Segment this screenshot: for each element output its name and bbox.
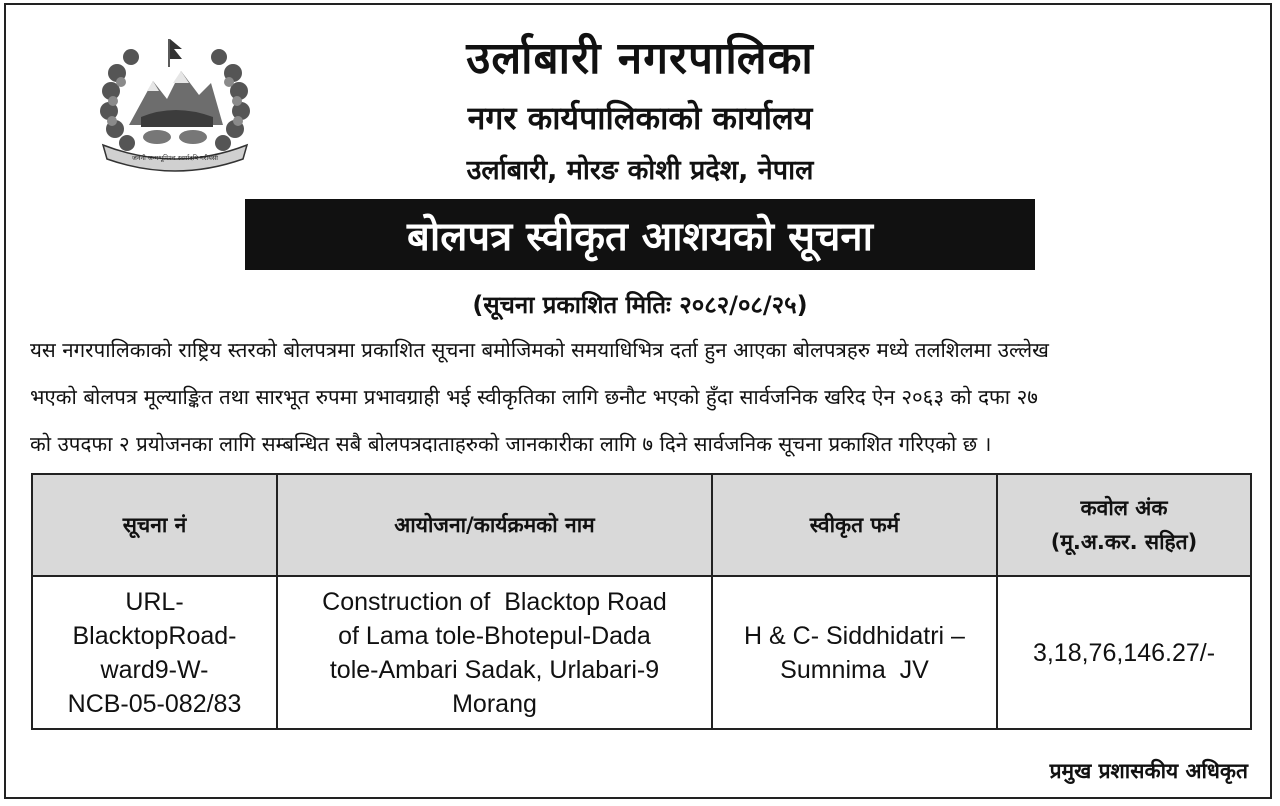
cell-line: Morang (452, 689, 537, 718)
cell-approved-firm (712, 576, 997, 729)
cell-bid-amount: 3,18,76,146.27/- (997, 576, 1251, 729)
cell-line: Construction of Blacktop Road (322, 587, 667, 616)
notice-body (30, 327, 1252, 468)
bid-acceptance-table (31, 473, 1252, 730)
office-subtitle: नगर कार्यपालिकाको कार्यालय (467, 99, 813, 137)
notice-body-line: को उपदफा २ प्रयोजनका लागि सम्बन्धित सबै बोलपत्रदाताहरुको जानकारीका लागि ७ दिने सार्वजनिक सूचना प्रकाशित गरिएको छ । (30, 432, 992, 456)
table-row (32, 576, 1251, 729)
office-address: उर्लाबारी, मोरङ कोशी प्रदेश, नेपाल (466, 155, 814, 186)
notice-body-line: यस नगरपालिकाको राष्ट्रिय स्तरको बोलपत्रमा प्रकाशित सूचना बमोजिमको समयाधिभित्र दर्ता हुन आएका बोलपत्रहरु मध्ये तलशिलमा उल्लेख (30, 338, 1049, 362)
cell-line: URL- (125, 587, 184, 616)
notice-body-line: भएको बोलपत्र मूल्याङ्कित तथा सारभूत रुपमा प्रभावग्राही भई स्वीकृतिका लागि छनौट भएको हुँदा सार्वजनिक खरिद ऐन २०६३ को दफा २७ (30, 385, 1038, 409)
cell-line: of Lama tole-Bhotepul-Dada (338, 621, 651, 650)
header-project-name: आयोजना/कार्यक्रमको नाम (277, 474, 712, 576)
notice-title: बोलपत्र स्वीकृत आशयको सूचना (407, 214, 873, 260)
signatory: प्रमुख प्रशासकीय अधिकृत (1049, 759, 1248, 783)
header-bid-amount (997, 474, 1251, 576)
cell-line: tole-Ambari Sadak, Urlabari-9 (329, 655, 660, 684)
header-bid-amount-line1: कवोल अंक (1080, 496, 1168, 520)
table-header-row (32, 474, 1251, 576)
emblem-motto: जननी जन्मभूमिश्च स्वर्गादपि गरीयसी (132, 154, 218, 162)
publish-date: (सूचना प्रकाशित मितिः २०८२/०८/२५) (472, 291, 808, 319)
cell-line: H & C- Siddhidatri – (744, 621, 965, 650)
header-notice-no: सूचना नं (32, 474, 277, 576)
cell-line: ward9-W- (100, 655, 209, 684)
cell-line: BlacktopRoad- (72, 621, 237, 650)
cell-line: NCB-05-082/83 (67, 689, 242, 718)
office-name: उर्लाबारी नगरपालिका (466, 33, 814, 84)
notice-title-banner (245, 199, 1035, 270)
cell-project-name (277, 576, 712, 729)
header-approved-firm: स्वीकृत फर्म (712, 474, 997, 576)
cell-notice-no (32, 576, 277, 729)
header-bid-amount-line2: (मू.अ.कर. सहित) (1050, 530, 1198, 554)
cell-line: Sumnima JV (780, 655, 929, 684)
